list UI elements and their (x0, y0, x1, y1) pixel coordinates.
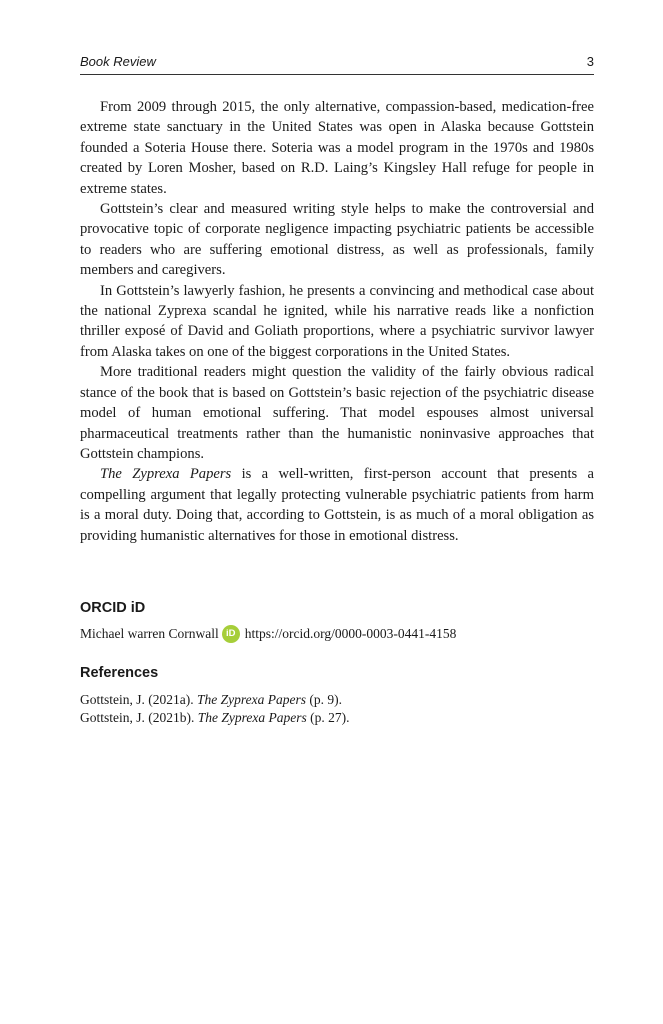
orcid-heading: ORCID iD (80, 600, 146, 616)
references-heading: References (80, 665, 159, 681)
review-body (80, 97, 594, 546)
reference-pages: (p. 9). (305, 692, 342, 707)
paragraph-3 (80, 281, 594, 363)
reference-author: Gottstein, J. (2021a). (80, 692, 197, 707)
orcid-line (80, 625, 456, 643)
reference-item (80, 709, 349, 727)
paragraph-text: is a well-written, first-person account that presents a compelling argument that legally protecting vulnerable psychiatric patients from harm is a moral duty. Doing that, according to Gottstein, is as much of a moral obligation as providing humanistic alternatives for those in emotional distress. (80, 466, 594, 544)
reference-title: The Zyprexa Papers (197, 692, 306, 707)
author-name: Michael warren Cornwall (80, 626, 219, 641)
paragraph-1 (80, 97, 594, 199)
paragraph-text: Gottstein’s clear and measured writing style helps to make the controversial and provocative topic of corporate negligence impacting psychiatric patients be accessible to readers who are suffering emotional distress, as well as professionals, family members and caregivers. (80, 201, 594, 279)
page-number: 3 (586, 54, 594, 69)
reference-pages: (p. 27). (306, 710, 350, 725)
paragraph-5 (80, 464, 594, 546)
reference-author: Gottstein, J. (2021b). (80, 710, 198, 725)
reference-title: The Zyprexa Papers (197, 710, 307, 725)
paragraph-2 (80, 199, 594, 281)
orcid-icon[interactable] (222, 625, 240, 643)
orcid-icon-label: iD (225, 628, 236, 639)
book-title-italic: The Zyprexa Papers (100, 466, 232, 483)
reference-item (80, 691, 349, 709)
journal-section-label: Book Review (80, 54, 156, 69)
running-head (80, 52, 594, 75)
paragraph-4 (80, 362, 594, 464)
paragraph-text: From 2009 through 2015, the only alternative, compassion-based, medication-free extreme state sanctuary in the United States was open in Alaska because Gottstein founded a Soteria House there. Soteria was a model program in the 1970s and 1980s created by Loren Mosher, based on R.D. Laing’s Kingsley Hall refuge for people in extreme states. (80, 99, 594, 197)
references-list (80, 691, 349, 727)
paragraph-text: In Gottstein’s lawyerly fashion, he presents a convincing and methodical case about the national Zyprexa scandal he ignited, while his narrative reads like a nonfiction thriller exposé of David and Goliath proportions, where a psychiatric survivor lawyer from Alaska takes on one of the biggest corporations in the United States. (80, 282, 594, 360)
orcid-link[interactable]: https://orcid.org/0000-0003-0441-4158 (244, 626, 457, 641)
paragraph-text: More traditional readers might question the validity of the fairly obvious radical stance of the book that is based on Gottstein’s basic rejection of the psychiatric disease model of human emotional suffering. That model espouses almost universal pharmaceutical treatments rather than the humanistic noninvasive approaches that Gottstein champions. (80, 364, 594, 462)
